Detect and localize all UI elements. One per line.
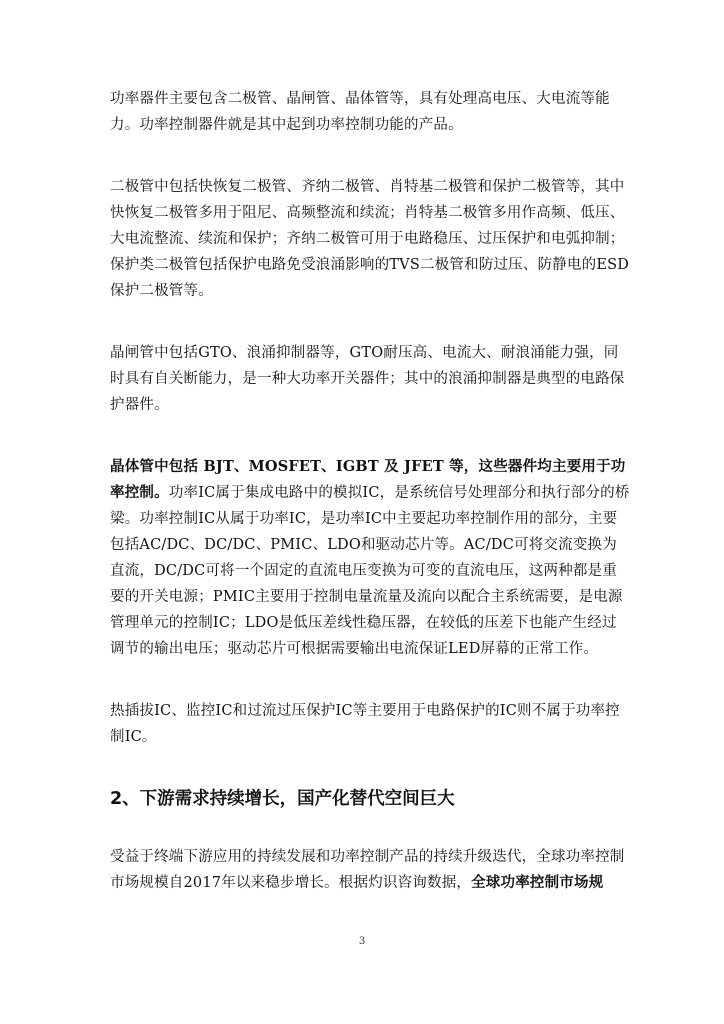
paragraph-market <box>110 844 630 896</box>
paragraph-power-devices: 功率器件主要包含二极管、晶闸管、晶体管等，具有处理高电压、大电流等能力。功率控制器件就是其中起到功率控制功能的产品。 <box>110 91 610 133</box>
paragraph-transistors <box>110 454 630 662</box>
page-number: 3 <box>358 936 366 947</box>
paragraph-diodes: 二极管中包括快恢复二极管、齐纳二极管、肖特基二极管和保护二极管等，其中快恢复二极管多用于阻尼、高频整流和续流；肖特基二极管多用作高频、低压、大电流整流、续流和保护；齐纳二极管可用于电路稳压、过压保护和电弧抑制；保护类二极管包括保护电路免受浪涌影响的TVS二极管和防过压、防静电的ESD保护二极管等。 <box>110 179 630 299</box>
page-content <box>110 86 630 896</box>
market-text: 受益于终端下游应用的持续发展和功率控制产品的持续升级迭代，全球功率控制市场规模自2017年以来稳步增长。根据灼识咨询数据， <box>110 849 625 891</box>
transistors-bold-sentence: 晶体管中包括 BJT、MOSFET、IGBT 及 JFET 等，这些器件均主要用于功率控制。 <box>110 458 626 501</box>
market-bold-text: 全球功率控制市场规 <box>471 874 604 891</box>
paragraph-thyristors: 晶闸管中包括GTO、浪涌抑制器等，GTO耐压高、电流大、耐浪涌能力强，同时具有自关断能力，是一种大功率开关器件；其中的浪涌抑制器是典型的电路保护器件。 <box>110 345 625 413</box>
paragraph-protection-ic: 热插拔IC、监控IC和过流过压保护IC等主要用于电路保护的IC则不属于功率控制IC。 <box>110 703 620 745</box>
section-heading: 2、下游需求持续增长，国产化替代空间巨大 <box>110 789 455 809</box>
power-ic-text: 功率IC属于集成电路中的模拟IC，是系统信号处理部分和执行部分的桥梁。功率控制IC从属于功率IC，是功率IC中主要起功率控制作用的部分，主要包括AC/DC、DC/DC、PMIC、LDO和驱动芯片等。AC/DC可将交流变换为直流，DC/DC可将一个固定的直流电压变换为可变的直流电压，这两种都是重要的开关电源；PMIC主要用于控制电量流量及流向以配合主系统需要，是电源管理单元的控制IC；LDO是低压差线性稳压器，在较低的压差下也能产生经过调节的输出电压；驱动芯片可根据需要输出电流保证LED屏幕的正常工作。 <box>110 485 630 657</box>
